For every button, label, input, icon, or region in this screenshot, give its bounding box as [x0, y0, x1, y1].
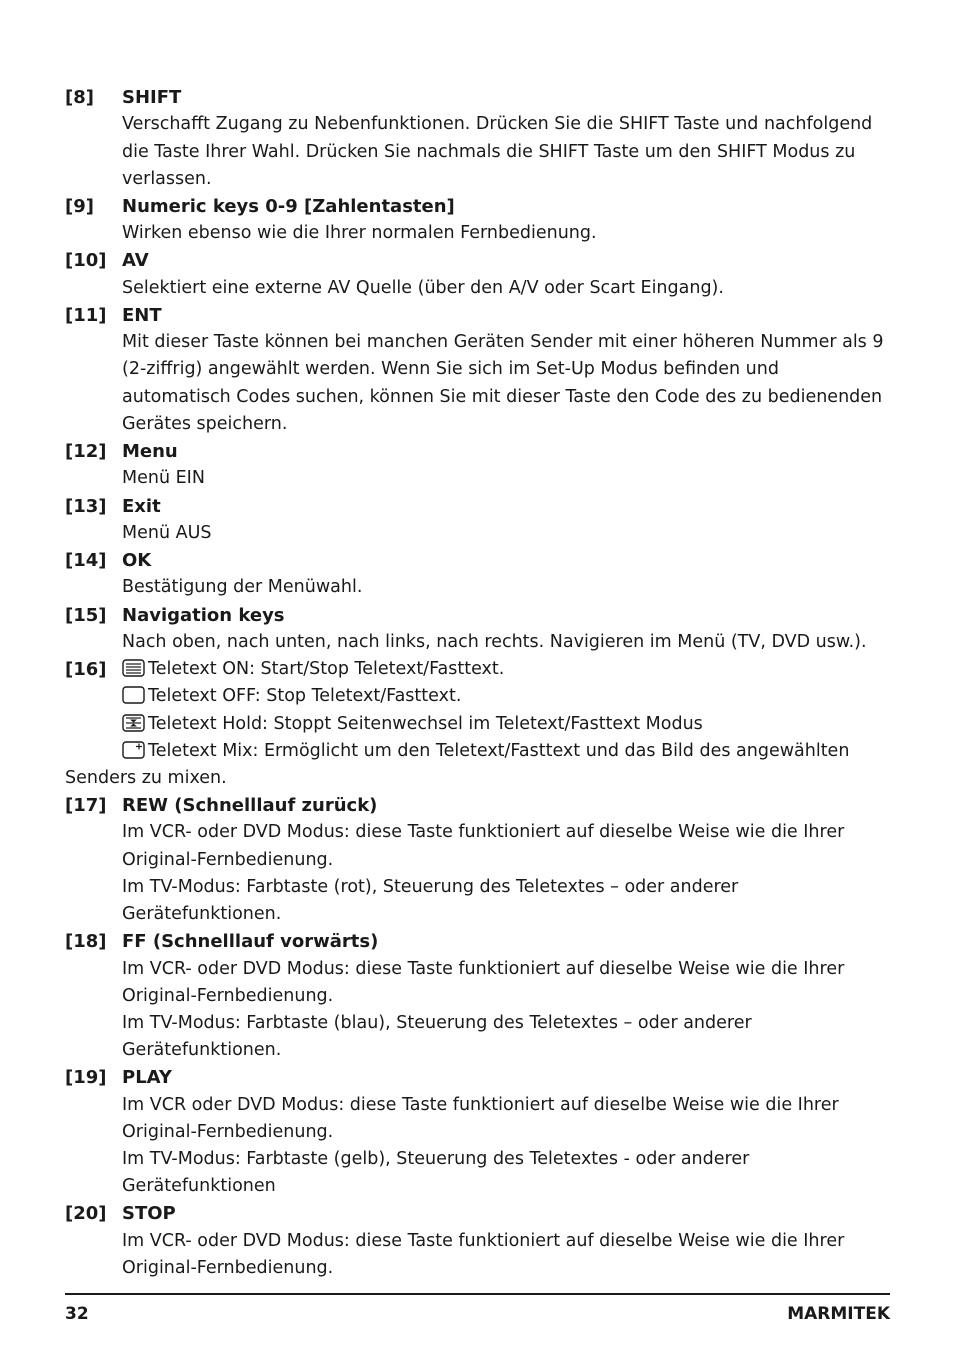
brand-name: MARMITEK: [787, 1304, 890, 1324]
entry-title: PLAY: [122, 1067, 172, 1089]
entry-title: Exit: [122, 495, 161, 517]
entry-text: Gerätefunktionen: [122, 1176, 276, 1197]
entry-number: [14]: [65, 550, 107, 572]
entry-navigation-keys: [65, 602, 895, 657]
teletext-mix-icon: [122, 741, 146, 759]
entry-play: [65, 1064, 895, 1200]
entry-title: OK: [122, 550, 152, 572]
entry-text: Original-Fernbedienung.: [122, 1121, 334, 1142]
teletext-off-icon: [122, 686, 146, 704]
entry-text: Gerätefunktionen.: [122, 1040, 282, 1061]
entry-number: [19]: [65, 1067, 107, 1089]
entry-text: Menü AUS: [122, 522, 212, 543]
entry-ff: [65, 928, 895, 1064]
entry-text: Original-Fernbedienung.: [122, 1257, 334, 1278]
entry-text: Original-Fernbedienung.: [122, 849, 334, 870]
entry-text: Im TV-Modus: Farbtaste (rot), Steuerung des Teletextes – oder anderer: [122, 876, 739, 897]
teletext-off-text: Teletext OFF: Stop Teletext/Fasttext.: [148, 686, 462, 707]
entry-av: [65, 247, 895, 302]
page-number: 32: [65, 1304, 89, 1324]
entry-number: [16]: [65, 659, 107, 681]
entry-ok: [65, 547, 895, 602]
teletext-mix-text: Teletext Mix: Ermöglicht um den Teletext/Fasttext und das Bild des angewählten: [148, 740, 850, 761]
entry-text: Selektiert eine externe AV Quelle (über den A/V oder Scart Eingang).: [122, 277, 724, 298]
entry-number: [17]: [65, 795, 107, 817]
teletext-on-icon: [122, 659, 146, 677]
entry-title: Navigation keys: [122, 604, 285, 626]
entry-number: [12]: [65, 441, 107, 463]
entry-menu: [65, 438, 895, 493]
entry-exit: [65, 493, 895, 548]
entry-text: Nach oben, nach unten, nach links, nach rechts. Navigieren im Menü (TV, DVD usw.).: [122, 631, 867, 652]
entry-text: Im TV-Modus: Farbtaste (blau), Steuerung des Teletextes – oder anderer: [122, 1012, 752, 1033]
entry-text: Im VCR- oder DVD Modus: diese Taste funktioniert auf dieselbe Weise wie die Ihrer: [122, 958, 845, 979]
entry-title: SHIFT: [122, 87, 182, 108]
entry-text: Im VCR- oder DVD Modus: diese Taste funktioniert auf dieselbe Weise wie die Ihrer: [122, 1230, 845, 1251]
entry-text: verlassen.: [122, 168, 212, 189]
entry-text: Im VCR oder DVD Modus: diese Taste funktioniert auf dieselbe Weise wie die Ihrer: [122, 1094, 839, 1115]
footer-rule: [65, 1293, 890, 1295]
entry-shift: [65, 84, 895, 193]
entry-number: [18]: [65, 931, 107, 953]
entry-title: Numeric keys 0-9 [Zahlentasten]: [122, 195, 455, 217]
entry-ent: [65, 302, 895, 438]
entry-text: Bestätigung der Menüwahl.: [122, 577, 363, 598]
entry-title: AV: [122, 250, 149, 272]
entry-text: Gerätefunktionen.: [122, 904, 282, 925]
teletext-mix-continuation: Senders zu mixen.: [65, 767, 227, 788]
entry-number: [20]: [65, 1203, 107, 1225]
entry-text: Gerätes speichern.: [122, 413, 288, 434]
entry-text: (2-ziffrig) angewählt werden. Wenn Sie sich im Set-Up Modus befinden und: [122, 359, 779, 380]
entry-text: Verschafft Zugang zu Nebenfunktionen. Drücken Sie die SHIFT Taste und nachfolgend: [122, 114, 873, 135]
entry-number: [15]: [65, 604, 107, 626]
entry-number: [13]: [65, 495, 107, 517]
entry-number: [9]: [65, 195, 94, 217]
entry-text: Mit dieser Taste können bei manchen Geräten Sender mit einer höheren Nummer als 9: [122, 332, 884, 353]
manual-content: [65, 84, 895, 1282]
entry-text: Im VCR- oder DVD Modus: diese Taste funktioniert auf dieselbe Weise wie die Ihrer: [122, 822, 845, 843]
entry-number: [10]: [65, 250, 107, 272]
teletext-on-text: Teletext ON: Start/Stop Teletext/Fasttext.: [148, 659, 505, 680]
entry-text: die Taste Ihrer Wahl. Drücken Sie nachmals die SHIFT Taste um den SHIFT Modus zu: [122, 141, 856, 162]
entry-title: Menu: [122, 441, 178, 463]
entry-teletext: [65, 656, 895, 792]
entry-number: [8]: [65, 87, 94, 108]
entry-numeric-keys: [65, 193, 895, 248]
entry-text: Original-Fernbedienung.: [122, 985, 334, 1006]
entry-text: automatisch Codes suchen, können Sie mit dieser Taste den Code des zu bedienenden: [122, 386, 883, 407]
entry-title: REW (Schnelllauf zurück): [122, 795, 378, 817]
entry-text: Wirken ebenso wie die Ihrer normalen Fernbedienung.: [122, 223, 597, 244]
entry-title: ENT: [122, 304, 162, 326]
entry-text: Menü EIN: [122, 468, 205, 489]
entry-text: Im TV-Modus: Farbtaste (gelb), Steuerung des Teletextes - oder anderer: [122, 1149, 750, 1170]
teletext-hold-icon: [122, 714, 146, 732]
entry-rew: [65, 792, 895, 928]
entry-stop: [65, 1200, 895, 1282]
entry-number: [11]: [65, 304, 107, 326]
entry-title: STOP: [122, 1203, 176, 1225]
teletext-hold-text: Teletext Hold: Stoppt Seitenwechsel im Teletext/Fasttext Modus: [148, 713, 703, 734]
entry-title: FF (Schnelllauf vorwärts): [122, 931, 379, 953]
